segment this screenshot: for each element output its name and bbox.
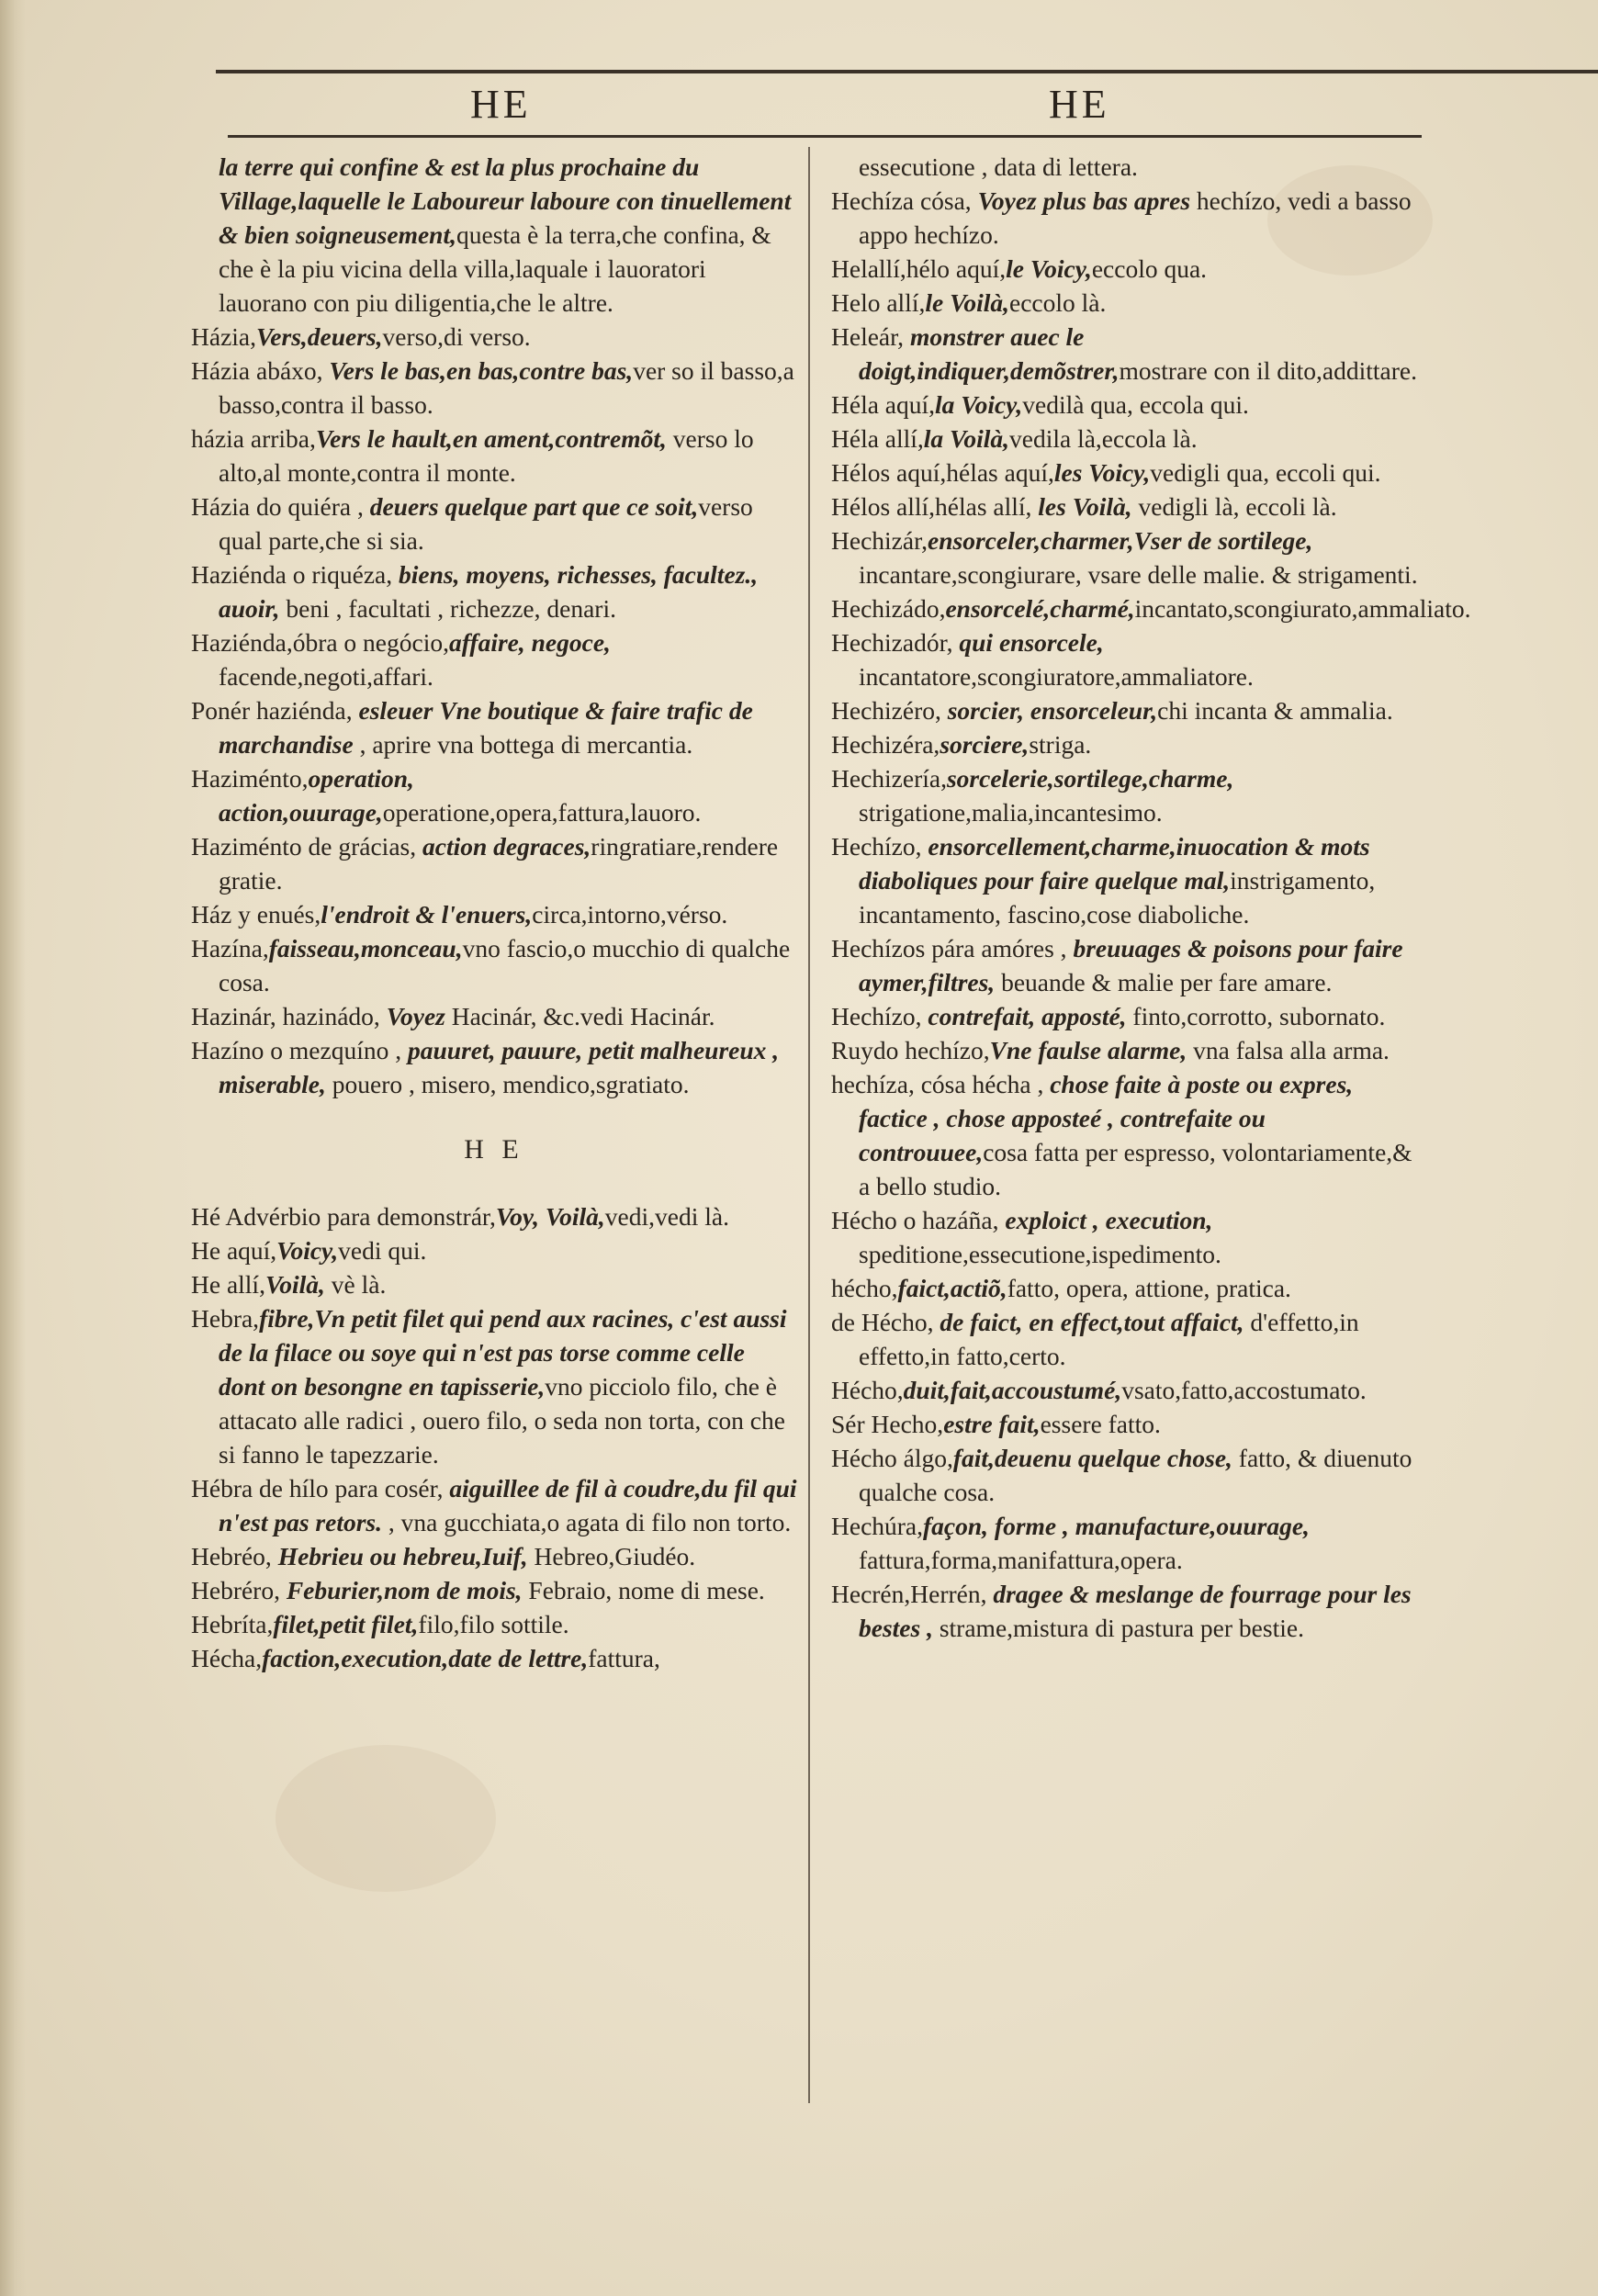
paper-stain (276, 1745, 496, 1892)
entry-text: facende,negoti,affari. (219, 662, 433, 691)
entry-text: vno fascio,o mucchio di qualche cosa. (219, 934, 791, 996)
gutter-shadow (0, 0, 26, 2296)
entry-text: vedilà qua, eccola qui. (1022, 390, 1249, 419)
french-gloss: façon, forme , manufacture,ouurage, (923, 1512, 1310, 1540)
entry-text: fatto, opera, attione, pratica. (1007, 1274, 1291, 1302)
dictionary-entry (831, 625, 1419, 693)
entry-text: Hélos allí,hélas allí, (831, 492, 1039, 521)
entry-text: Hazíno o mezquíno , (191, 1036, 408, 1064)
dictionary-entry (831, 1407, 1419, 1441)
dictionary-entry (831, 286, 1419, 320)
dictionary-entry (831, 1271, 1419, 1305)
french-gloss: faict,actiõ, (897, 1274, 1007, 1302)
dictionary-entry (191, 1199, 797, 1233)
dictionary-entry (831, 693, 1419, 727)
french-gloss: Vers le hault,en ament,contremõt, (315, 424, 667, 453)
french-gloss: pauuret, pauure, petit malheureux , miserable, (219, 1036, 780, 1098)
french-gloss: operation, action,ouurage, (219, 764, 414, 827)
dictionary-entry (831, 456, 1419, 490)
french-gloss: Voicy, (276, 1236, 339, 1265)
running-head-left: HE (470, 82, 532, 127)
french-gloss: dragee & meslange de fourrage pour les bestes , (859, 1580, 1412, 1642)
entry-text: finto,corrotto, subornato. (1126, 1002, 1386, 1030)
entry-text: Helallí,hélo aquí, (831, 254, 1007, 283)
french-gloss: Feburier,nom de mois, (286, 1576, 523, 1604)
dictionary-entry (191, 150, 797, 320)
entry-text: Hebréro, (191, 1576, 287, 1604)
entry-text: striga. (1029, 730, 1092, 759)
entry-text: Hacinár, &c.vedi Hacinár. (445, 1002, 715, 1030)
dictionary-entry (831, 388, 1419, 422)
entry-text: mostrare con il dito,addittare. (1119, 356, 1418, 385)
french-gloss: la Voicy, (935, 390, 1023, 419)
french-gloss: fait,deuenu quelque chose, (952, 1444, 1232, 1472)
entry-text: pouero , misero, mendico,sgratiato. (325, 1070, 690, 1098)
entry-text: Hécha, (191, 1644, 263, 1672)
entry-text: incantatore,scongiuratore,ammaliatore. (859, 662, 1254, 691)
entry-text: Hecrén,Herrén, (831, 1580, 994, 1608)
entry-text: Hechizár, (831, 526, 928, 555)
french-gloss: les Voicy, (1053, 458, 1151, 487)
entry-text: , aprire vna bottega di mercantia. (353, 730, 693, 759)
dictionary-entry (191, 1033, 797, 1101)
entry-text: fattura,forma,manifattura,opera. (859, 1546, 1183, 1574)
dictionary-entry (191, 625, 797, 693)
dictionary-entry (831, 931, 1419, 999)
french-gloss: action degraces, (422, 832, 591, 861)
entry-text: fatto, & diuenuto qualche cosa. (859, 1444, 1412, 1506)
dictionary-entry (191, 1539, 797, 1573)
dictionary-entry (191, 1233, 797, 1267)
entry-text: hechízo, vedi a basso appo hechízo. (859, 186, 1412, 249)
french-gloss: de faict, en effect,tout affaict, (940, 1308, 1244, 1336)
entry-text: vno picciolo filo, che è attacato alle radici , ouero filo, o seda non torta, con che si fanno le tapezzarie. (219, 1372, 785, 1469)
french-gloss: Vers le bas,en bas,contre bas, (329, 356, 634, 385)
dictionary-entry (191, 354, 797, 422)
entry-text: vedi qui. (338, 1236, 427, 1265)
french-gloss: affaire, negoce, (449, 628, 611, 657)
entry-text: incantare,scongiurare, vsare delle malie. & strigamenti. (859, 560, 1418, 589)
dictionary-entry (191, 490, 797, 557)
french-gloss: fibre,Vn petit filet qui pend aux racines, c'est aussi de la filace ou soye qui n'est pas torse comme celle dont on besongne en tapisserie, (219, 1304, 787, 1401)
dictionary-entry (831, 1441, 1419, 1509)
entry-text: Heleár, (831, 322, 910, 351)
french-gloss: ensorcelé,charmé, (945, 594, 1135, 623)
dictionary-entry (191, 1267, 797, 1301)
entry-text: d'effetto,in effetto,in fatto,certo. (859, 1308, 1359, 1370)
entry-text: Febraio, nome di mese. (522, 1576, 765, 1604)
dictionary-entry (831, 490, 1419, 523)
entry-text: Sér Hecho, (831, 1410, 944, 1438)
entry-text: Haziménto de grácias, (191, 832, 422, 861)
left-column (191, 150, 797, 1675)
dictionary-entry (191, 897, 797, 931)
dictionary-entry (191, 761, 797, 829)
french-gloss: monstrer auec le doigt,indiquer,demõstrer, (859, 322, 1120, 385)
entry-text: hécho, (831, 1274, 898, 1302)
french-gloss: ensorcellement,charme,inuocation & mots diaboliques pour faire quelque mal, (859, 832, 1370, 895)
entry-text: , vna gucchiata,o agata di filo non torto. (382, 1508, 792, 1536)
entry-text: Hebríta, (191, 1610, 274, 1638)
entry-text: Hazína, (191, 934, 269, 962)
entry-text: Hechízo, (831, 1002, 928, 1030)
entry-text: Hebra, (191, 1304, 260, 1333)
entry-text: vsato,fatto,accostumato. (1121, 1376, 1367, 1404)
french-gloss: contrefait, apposté, (928, 1002, 1127, 1030)
french-gloss: ensorceler,charmer,Vser de sortilege, (928, 526, 1313, 555)
french-gloss: la Voilà, (923, 424, 1010, 453)
entry-text: fattura, (588, 1644, 660, 1672)
entry-text: Hebréo, (191, 1542, 278, 1570)
entry-text: vedigli qua, eccoli qui. (1150, 458, 1381, 487)
column-divider (808, 147, 810, 2103)
dictionary-entry (831, 1577, 1419, 1645)
entry-text: házia arriba, (191, 424, 316, 453)
dictionary-entry (191, 1573, 797, 1607)
header-rule (216, 70, 1598, 73)
entry-text: Héla allí, (831, 424, 924, 453)
entry-text: Házia do quiéra , (191, 492, 370, 521)
dictionary-entry (831, 184, 1419, 252)
section-heading: H E (464, 1134, 524, 1165)
french-gloss: faisseau,monceau, (268, 934, 463, 962)
french-gloss: qui ensorcele, (959, 628, 1104, 657)
dictionary-entry (191, 422, 797, 490)
french-gloss: Voyez (386, 1002, 445, 1030)
entry-text: vna falsa alla arma. (1187, 1036, 1390, 1064)
french-gloss: esleuer Vne boutique & faire trafic de marchandise (219, 696, 753, 759)
entry-text: Hécho o hazáña, (831, 1206, 1006, 1234)
entry-text: Hechizéra, (831, 730, 940, 759)
entry-text: chi incanta & ammalia. (1157, 696, 1393, 725)
french-gloss: sorcelerie,sortilege,charme, (946, 764, 1234, 793)
dictionary-entry (191, 557, 797, 625)
entry-text: filo,filo sottile. (418, 1610, 569, 1638)
entry-text: vedila là,eccola là. (1009, 424, 1198, 453)
french-gloss: biens, moyens, richesses, facultez., auoir, (219, 560, 759, 623)
entry-text: beuande & malie per fare amare. (995, 968, 1333, 996)
entry-text: Hechizádo, (831, 594, 946, 623)
french-gloss: faction,execution,date de lettre, (262, 1644, 589, 1672)
dictionary-entry (191, 829, 797, 897)
dictionary-entry (831, 999, 1419, 1033)
french-gloss: deuers quelque part que ce soit, (369, 492, 699, 521)
entry-text: vedi,vedi là. (604, 1202, 729, 1231)
entry-text: He allí, (191, 1270, 265, 1299)
entry-text: Héla aquí, (831, 390, 936, 419)
french-gloss: Voilà, (264, 1270, 325, 1299)
entry-text: ver so il basso,a basso,contra il basso. (219, 356, 794, 419)
dictionary-entry (831, 761, 1419, 829)
entry-text: questa è la terra,che confina, & che è la piu vicina della villa,laquale i lauoratori lauorano con piu diligentia,che le altre. (219, 220, 771, 317)
entry-text: verso qual parte,che si sia. (219, 492, 753, 555)
french-gloss: la terre qui confine & est la plus prochaine du Village,laquelle le Laboureur laboure con tinuellement & bien soigneusement, (219, 152, 792, 249)
dictionary-entry (191, 931, 797, 999)
entry-text: vedigli là, eccoli là. (1131, 492, 1337, 521)
entry-text: instrigamento, incantamento, fascino,cose diaboliche. (859, 866, 1376, 929)
dictionary-entry (191, 693, 797, 761)
entry-text: Haziénda,óbra o negócio, (191, 628, 449, 657)
dictionary-entry (831, 1067, 1419, 1203)
dictionary-entry (831, 422, 1419, 456)
french-gloss: exploict , execution, (1005, 1206, 1213, 1234)
dictionary-entry (831, 1033, 1419, 1067)
entry-text: Hechizería, (831, 764, 947, 793)
entry-text: operatione,opera,fattura,lauoro. (382, 798, 702, 827)
french-gloss: duit,fait,accoustumé, (903, 1376, 1122, 1404)
entry-text: Ruydo hechízo, (831, 1036, 990, 1064)
french-gloss: Vers,deuers, (256, 322, 383, 351)
french-gloss: Hebrieu ou hebreu,Iuif, (277, 1542, 528, 1570)
french-gloss: Vne faulse alarme, (989, 1036, 1187, 1064)
dictionary-entry (831, 727, 1419, 761)
entry-text: Hazinár, hazinádo, (191, 1002, 387, 1030)
dictionary-entry (831, 1203, 1419, 1271)
entry-text: Hechíza cósa, (831, 186, 978, 215)
french-gloss: filet,petit filet, (273, 1610, 419, 1638)
dictionary-entry (831, 320, 1419, 388)
dictionary-entry (831, 150, 1419, 184)
entry-text: Hechízo, (831, 832, 928, 861)
dictionary-entry (191, 1607, 797, 1641)
sub-rule (228, 135, 1422, 138)
dictionary-entry (831, 829, 1419, 931)
french-gloss: Voyez plus bas apres (977, 186, 1191, 215)
entry-text: Haziménto, (191, 764, 309, 793)
entry-text: cosa fatta per espresso, volontariamente,& a bello studio. (859, 1138, 1412, 1200)
entry-text: He aquí, (191, 1236, 277, 1265)
entry-text: Hé Advérbio para demonstrár, (191, 1202, 496, 1231)
entry-text: Helo allí, (831, 288, 926, 317)
french-gloss: l'endroit & l'enuers, (321, 900, 533, 929)
dictionary-entry (831, 1509, 1419, 1577)
dictionary-entry (831, 591, 1471, 625)
entry-text: incantato,scongiurato,ammaliato. (1134, 594, 1471, 623)
entry-text: beni , facultati , richezze, denari. (279, 594, 616, 623)
entry-text: strame,mistura di pastura per bestie. (932, 1614, 1304, 1642)
running-head-right: HE (1049, 82, 1110, 127)
french-gloss: estre fait, (943, 1410, 1041, 1438)
entry-text: speditione,essecutione,ispedimento. (859, 1240, 1221, 1268)
french-gloss: les Voilà, (1038, 492, 1132, 521)
entry-text: hechíza, cósa hécha , (831, 1070, 1051, 1098)
entry-text: Haziénda o riquéza, (191, 560, 399, 589)
entry-text: vè là. (324, 1270, 387, 1299)
entry-text: Hécho álgo, (831, 1444, 953, 1472)
entry-text: Hélos aquí,hélas aquí, (831, 458, 1054, 487)
entry-text: essecutione , data di lettera. (859, 152, 1138, 181)
entry-text: strigatione,malia,incantesimo. (859, 798, 1163, 827)
dictionary-entry (191, 1641, 797, 1675)
french-gloss: breuuages & poisons pour faire aymer,filtres, (859, 934, 1403, 996)
entry-text: eccolo là. (1009, 288, 1107, 317)
french-gloss: sorcier, ensorceleur, (947, 696, 1158, 725)
entry-text: verso,di verso. (382, 322, 531, 351)
entry-text: Ház y enués, (191, 900, 321, 929)
dictionary-entry (831, 523, 1419, 591)
dictionary-entry (191, 1301, 797, 1471)
entry-text: Hechizadór, (831, 628, 960, 657)
entry-text: ringratiare,rendere gratie. (219, 832, 779, 895)
entry-text: Házia abáxo, (191, 356, 330, 385)
dictionary-entry (191, 320, 797, 354)
entry-text: Hechúra, (831, 1512, 924, 1540)
dictionary-entry (831, 1373, 1419, 1407)
entry-text: essere fatto. (1040, 1410, 1161, 1438)
entry-text: Hécho, (831, 1376, 904, 1404)
entry-text: Házia, (191, 322, 256, 351)
entry-text: verso lo alto,al monte,contra il monte. (219, 424, 754, 487)
french-gloss: le Voilà, (925, 288, 1010, 317)
entry-text: eccolo qua. (1091, 254, 1208, 283)
french-gloss: sorciere, (940, 730, 1030, 759)
right-column (831, 150, 1471, 1645)
french-gloss: aiguillee de fil à coudre,du fil qui n'est pas retors. (219, 1474, 797, 1536)
french-gloss: Voy, Voilà, (495, 1202, 605, 1231)
entry-text: Hebreo,Giudéo. (527, 1542, 696, 1570)
dictionary-entry (831, 252, 1419, 286)
dictionary-entry (191, 999, 797, 1033)
dictionary-entry (831, 1305, 1419, 1373)
entry-text: circa,intorno,vérso. (532, 900, 728, 929)
french-gloss: chose faite à poste ou expres, factice , chose apposteé , contrefaite ou controuuee, (859, 1070, 1354, 1166)
entry-text: Ponér haziénda, (191, 696, 359, 725)
entry-text: Hechizéro, (831, 696, 948, 725)
entry-text: Hechízos pára amóres , (831, 934, 1074, 962)
entry-text: Hébra de hílo para cosér, (191, 1474, 450, 1503)
entry-text: de Hécho, (831, 1308, 940, 1336)
dictionary-entry (191, 1471, 797, 1539)
french-gloss: le Voicy, (1006, 254, 1092, 283)
